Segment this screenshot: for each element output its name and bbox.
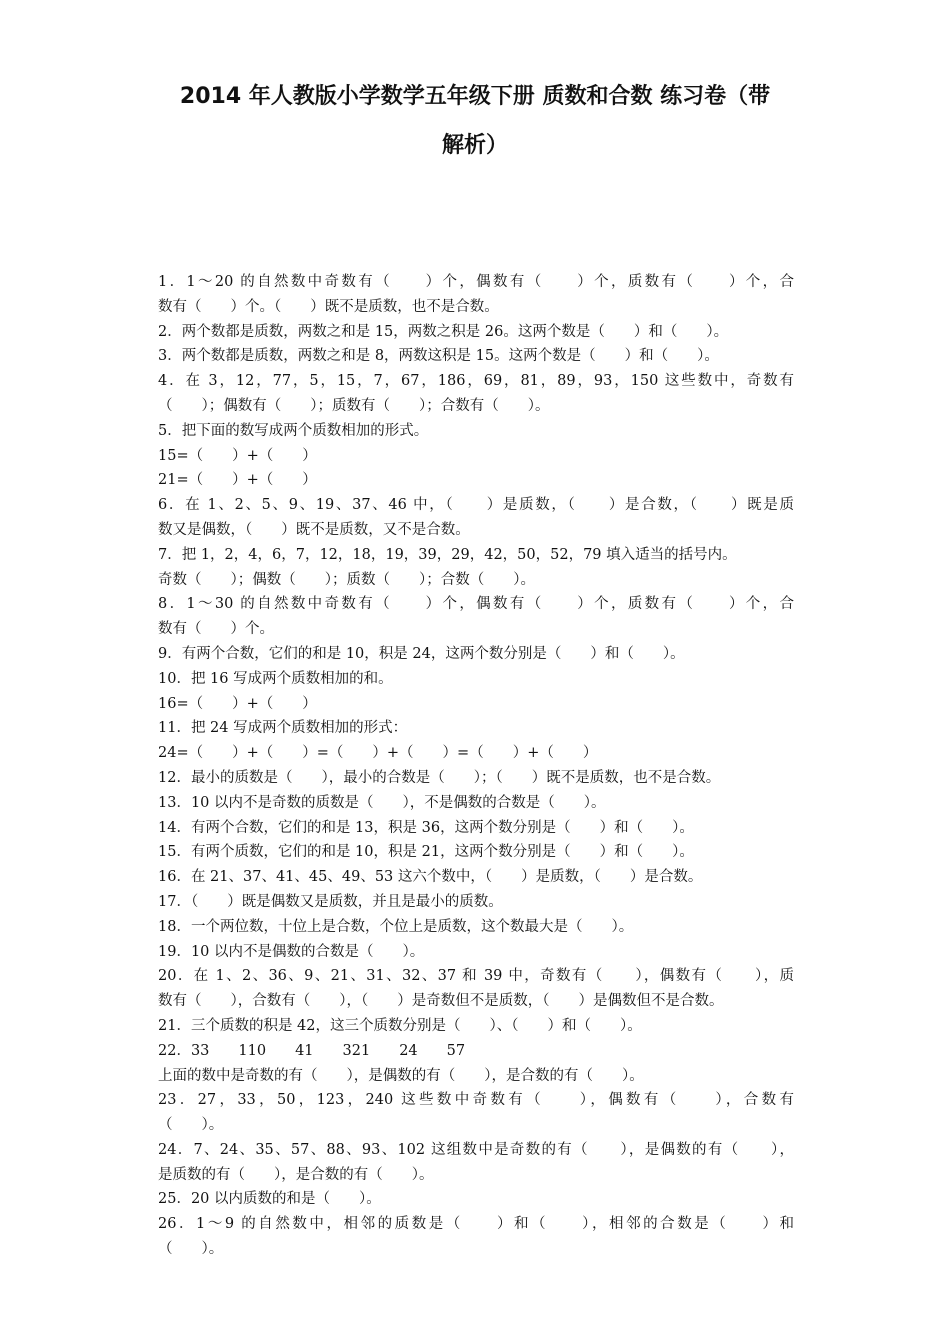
question-line: 14．有两个合数，它们的和是 13，积是 36，这两个数分别是（ ）和（ ）。: [158, 819, 694, 836]
question-line: 12．最小的质数是（ ），最小的合数是（ ）；（ ）既不是质数，也不是合数。: [158, 769, 721, 786]
question-line: 15=（ ）+（ ）: [158, 447, 317, 464]
question-line: 16．在 21、37、41、45、49、53 这六个数中，（ ）是质数，（ ）是合数。: [158, 869, 703, 886]
question-line: 上面的数中是奇数的有（ ），是偶数的有（ ），是合数的有（ ）。: [158, 1067, 644, 1084]
question-line: （ ）。: [158, 1117, 224, 1134]
question-line: （ ）；偶数有（ ）；质数有（ ）；合数有（ ）。: [158, 397, 550, 414]
question-line: 11．把 24 写成两个质数相加的形式：: [158, 720, 408, 737]
question-line: 数有（ ）个。: [158, 621, 274, 638]
question-line: 21=（ ）+（ ）: [158, 472, 317, 489]
question-line: 1．1～20 的自然数中奇数有（ ）个，偶数有（ ）个，质数有（ ）个，合: [158, 274, 794, 290]
question-line: 13．10 以内不是奇数的质数是（ ），不是偶数的合数是（ ）。: [158, 794, 606, 811]
question-line: 5．把下面的数写成两个质数相加的形式。: [158, 422, 429, 439]
question-line: 24=（ ）+（ ）=（ ）+（ ）=（ ）+（ ）: [158, 745, 598, 762]
question-line: 8．1～30 的自然数中奇数有（ ）个，偶数有（ ）个，质数有（ ）个，合: [158, 596, 794, 613]
question-line: 17．（ ）既是偶数又是质数，并且是最小的质数。: [158, 893, 503, 910]
question-line: 21．三个质数的积是 42，这三个质数分别是（ ）、（ ）和（ ）。: [158, 1017, 642, 1034]
question-line: 15．有两个质数，它们的和是 10，积是 21，这两个数分别是（ ）和（ ）。: [158, 844, 694, 861]
question-line: 2．两个数都是质数，两数之和是 15，两数之积是 26。这两个数是（ ）和（ ）。: [158, 323, 729, 340]
question-line: 9．有两个合数，它们的和是 10，积是 24，这两个数分别是（ ）和（ ）。: [158, 645, 685, 662]
question-line: 7．把 1，2，4，6，7，12，18，19，39，29，42，50，52，79 填入适当的括号内。: [158, 546, 737, 563]
question-line: 26．1～9 的自然数中，相邻的质数是（ ）和（ ），相邻的合数是（ ）和: [158, 1216, 794, 1233]
question-line: （ ）。: [158, 1241, 224, 1258]
document-title-line-1: 2014 年人教版小学数学五年级下册 质数和合数 练习卷（带: [179, 84, 771, 109]
question-line: 16=（ ）+（ ）: [158, 695, 317, 712]
question-line: 23．27，33，50，123，240 这些数中奇数有（ ），偶数有（ ），合数有: [158, 1092, 794, 1109]
question-line: 10．把 16 写成两个质数相加的和。: [158, 670, 393, 687]
document-title-line-2: 解析）: [441, 133, 508, 158]
question-line: 是质数的有（ ），是合数的有（ ）。: [158, 1166, 434, 1183]
question-line: 数有（ ），合数有（ ），（ ）是奇数但不是质数，（ ）是偶数但不是合数。: [158, 993, 724, 1010]
question-line: 20．在 1、2、36、9、21、31、32、37 和 39 中，奇数有（ ），偶数有（ ），质: [158, 968, 794, 985]
question-line: 4．在 3，12，77，5，15，7，67，186，69，81，89，93，150 这些数中，奇数有: [158, 373, 794, 390]
question-line: 19．10 以内不是偶数的合数是（ ）。: [158, 943, 425, 960]
question-line: 3．两个数都是质数，两数之和是 8，两数这积是 15。这两个数是（ ）和（ ）。: [158, 348, 719, 365]
question-line: 25．20 以内质数的和是（ ）。: [158, 1191, 381, 1208]
question-line: 奇数（ ）；偶数（ ）；质数（ ）；合数（ ）。: [158, 571, 535, 588]
question-line: 24．7、24、35、57、88、93、102 这组数中是奇数的有（ ），是偶数的有（ ），: [158, 1141, 794, 1158]
question-list: [158, 270, 794, 1262]
question-line: 数有（ ）个。（ ）既不是质数，也不是合数。: [158, 298, 499, 315]
question-line: 22．33 110 41 321 24 57: [158, 1042, 466, 1059]
question-line: 数又是偶数，（ ）既不是质数，又不是合数。: [158, 521, 470, 538]
question-line: 18．一个两位数，十位上是合数，个位上是质数，这个数最大是（ ）。: [158, 918, 634, 935]
question-line: 6．在 1、2、5、9、19、37、46 中，（ ）是质数，（ ）是合数，（ ）既是质: [158, 497, 794, 514]
